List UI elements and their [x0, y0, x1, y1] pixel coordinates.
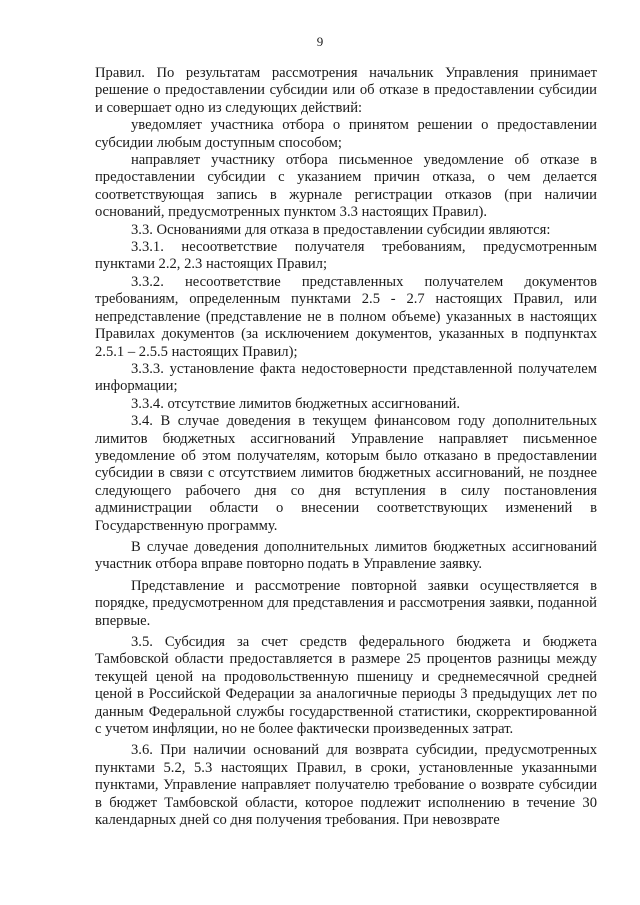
paragraph: направляет участнику отбора письменное уведомление об отказе в предоставлении субсидии с указанием причин отказа, о чем делается соответствующая запись в журнале регистрации отказов (при наличии оснований, предусмотренных пунктом 3.3 настоящих Правил). — [95, 152, 597, 221]
paragraph: 3.6. При наличии оснований для возврата субсидии, предусмотренных пунктами 5.2, 5.3 настоящих Правил, в сроки, установленные указанными пунктами, Управление направляет получателю требование о возврате субсидии в бюджет Тамбовской области, которое подлежит исполнению в течение 30 календарных дней со дня получения требования. При невозврате — [95, 742, 597, 829]
paragraph: 3.3.2. несоответствие представленных получателем документов требованиям, определенным пунктами 2.5 - 2.7 настоящих Правил, или непредставление (представление не в полном объеме) указанных в настоящих Правилах документов (за исключением документов, указанных в подпунктах 2.5.1 – 2.5.5 настоящих Правил); — [95, 273, 597, 360]
paragraph: 3.3. Основаниями для отказа в предоставлении субсидии являются: — [131, 221, 551, 238]
paragraph: 3.3.3. установление факта недостоверности представленной получателем информации; — [95, 360, 597, 395]
paragraph: Представление и рассмотрение повторной заявки осуществляется в порядке, предусмотренном для представления и рассмотрения заявки, поданной впервые. — [95, 577, 597, 629]
paragraph: В случае доведения дополнительных лимитов бюджетных ассигнований участник отбора вправе повторно подать в Управление заявку. — [95, 538, 597, 573]
document-body — [95, 65, 597, 829]
paragraph: 3.3.4. отсутствие лимитов бюджетных ассигнований. — [131, 395, 461, 412]
paragraph: 3.5. Субсидия за счет средств федерального бюджета и бюджета Тамбовской области предоставляется в размере 25 процентов разницы между текущей ценой на продовольственную пшеницу и среднемесячной средней ценой в Российской Федерации за аналогичные периоды 3 предыдущих лет по данным Федеральной службы государственной статистики, скорректированной с учетом инфляции, но не более фактически произведенных затрат. — [95, 634, 597, 738]
paragraph: уведомляет участника отбора о принятом решении о предоставлении субсидии любым доступным способом; — [95, 117, 597, 151]
paragraph: 3.3.1. несоответствие получателя требованиям, предусмотренным пунктами 2.2, 2.3 настоящих Правил; — [95, 239, 597, 273]
paragraph: Правил. По результатам рассмотрения начальник Управления принимает решение о предоставлении субсидии или об отказе в предоставлении субсидии и совершает одно из следующих действий: — [95, 65, 597, 116]
paragraph: 3.4. В случае доведения в текущем финансовом году дополнительных лимитов бюджетных ассигнований Управление направляет письменное уведомление об этом получателям, которым было отказано в предоставлении субсидии в связи с отсутствием лимитов бюджетных ассигнований, не позднее следующего рабочего дня со дня вступления в силу постановления администрации области о внесении соответствующих изменений в Государственную программу. — [95, 413, 597, 534]
page-number: 9 — [316, 34, 324, 49]
